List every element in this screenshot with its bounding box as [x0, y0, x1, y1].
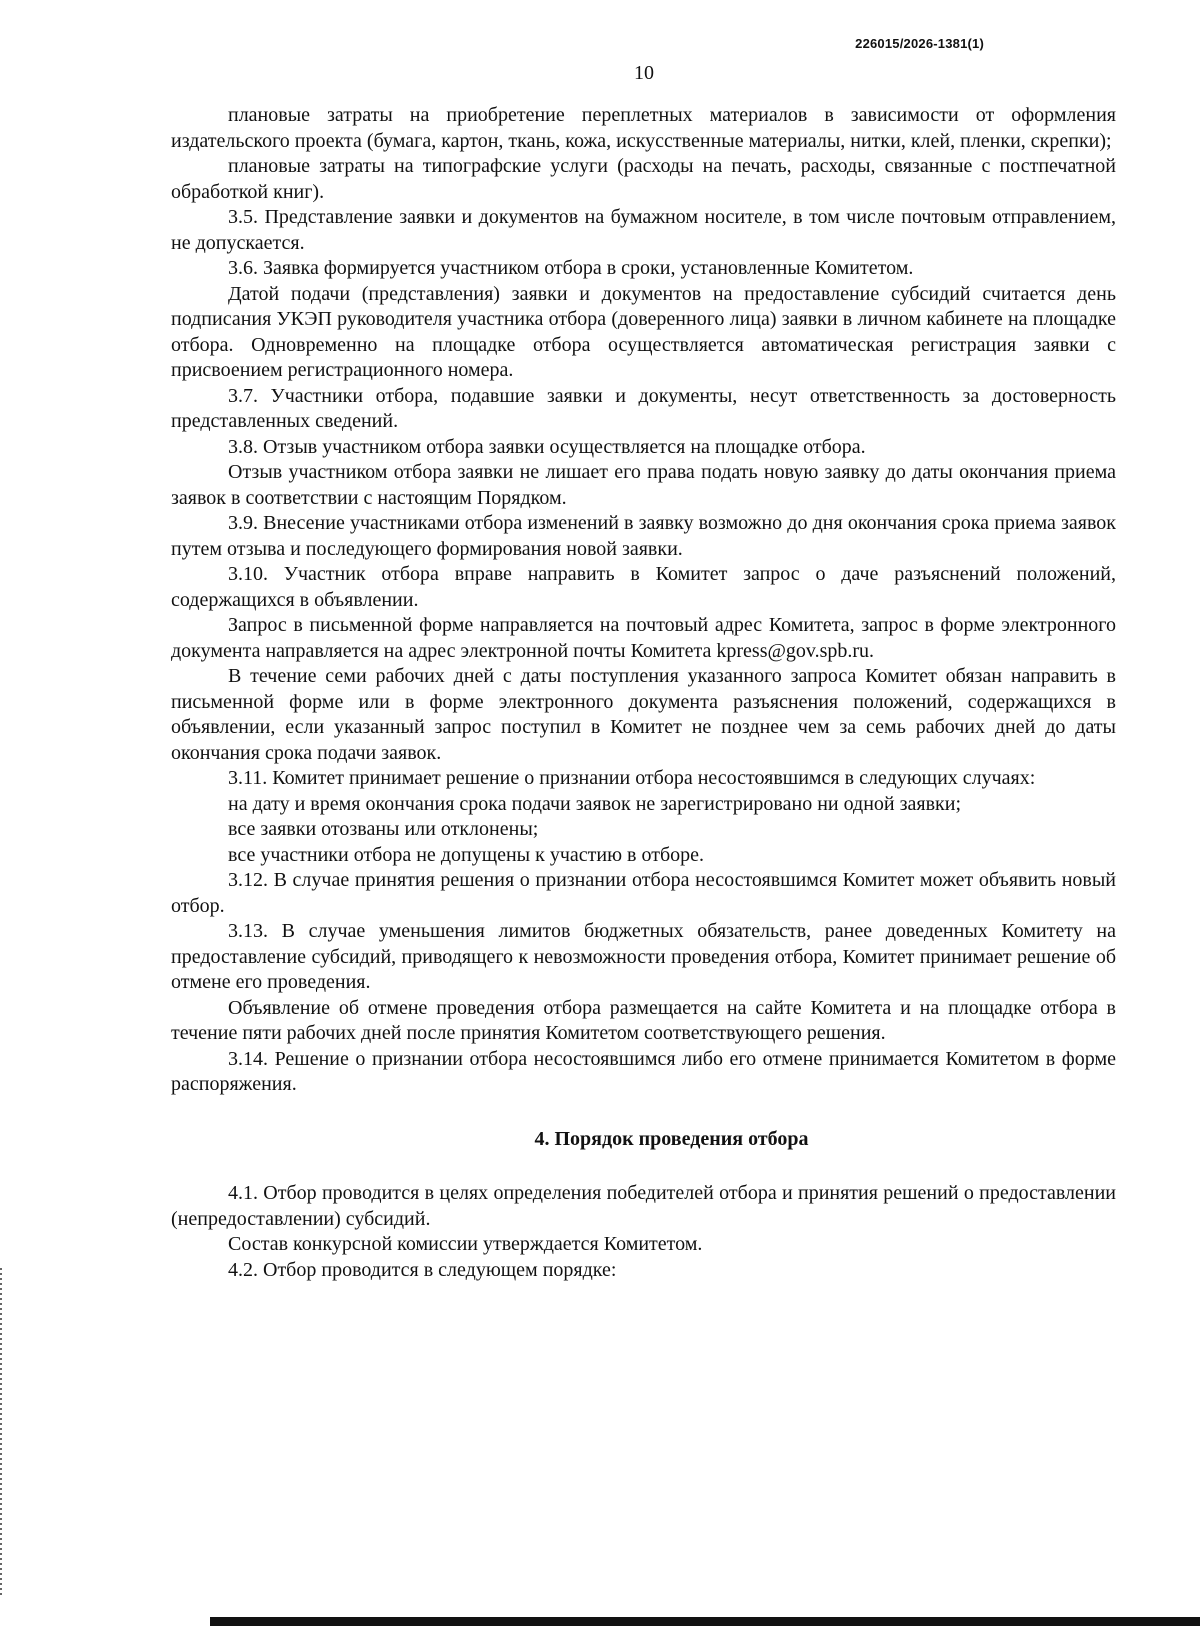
paragraph: 3.10. Участник отбора вправе направить в Комитет запрос о даче разъяснений положений, содержащихся в объявлении.: [171, 563, 1116, 611]
paragraph: Объявление об отмене проведения отбора размещается на сайте Комитета и на площадке отбора в течение пяти рабочих дней после принятия Комитетом соответствующего решения.: [171, 996, 1116, 1044]
scan-edge-mark: [0, 1268, 2, 1598]
list-item: на дату и время окончания срока подачи заявок не зарегистрировано ни одной заявки;: [228, 792, 961, 815]
page-number: 10: [634, 62, 654, 84]
paragraph: В течение семи рабочих дней с даты поступления указанного запроса Комитет обязан направить в письменной форме или в форме электронного документа разъяснения положений, содержащихся в объявлении, если указанный запрос поступил в Комитет не позднее чем за семь рабочих дней до даты окончания срока подачи заявок.: [171, 665, 1116, 764]
paragraph: Датой подачи (представления) заявки и документов на предоставление субсидий считается день подписания УКЭП руководителя участника отбора (доверенного лица) заявки в личном кабинете на площадке отбора. Одновременно на площадке отбора осуществляется автоматическая регистрация заявки с присвоением регистрационного номера.: [171, 282, 1116, 381]
paragraph: 3.7. Участники отбора, подавшие заявки и документы, несут ответственность за достоверность представленных сведений.: [171, 384, 1116, 432]
paragraph: 4.2. Отбор проводится в следующем порядке:: [228, 1258, 617, 1281]
paragraph: 3.14. Решение о признании отбора несостоявшимся либо его отмене принимается Комитетом в форме распоряжения.: [171, 1047, 1116, 1095]
paragraph: плановые затраты на приобретение переплетных материалов в зависимости от оформления издательского проекта (бумага, картон, ткань, кожа, искусственные материалы, нитки, клей, пленки, скрепки);: [171, 104, 1116, 152]
paragraph: 3.12. В случае принятия решения о признании отбора несостоявшимся Комитет может объявить новый отбор.: [171, 869, 1116, 917]
paragraph: 4.1. Отбор проводится в целях определения победителей отбора и принятия решений о предоставлении (непредоставлении) субсидий.: [171, 1182, 1116, 1230]
paragraph: 3.8. Отзыв участником отбора заявки осуществляется на площадке отбора.: [228, 435, 866, 458]
paragraph: 3.11. Комитет принимает решение о признании отбора несостоявшимся в следующих случаях:: [228, 767, 1036, 789]
paragraph: Запрос в письменной форме направляется на почтовый адрес Комитета, запрос в форме электронного документа направляется на адрес электронной почты Комитета kpress@gov.spb.ru.: [171, 614, 1116, 662]
document-body: [171, 103, 1116, 1283]
paragraph: 3.5. Представление заявки и документов на бумажном носителе, в том числе почтовым отправлением, не допускается.: [171, 206, 1116, 254]
paragraph: Отзыв участником отбора заявки не лишает его права подать новую заявку до даты окончания приема заявок в соответствии с настоящим Порядком.: [171, 461, 1116, 509]
paragraph: 3.13. В случае уменьшения лимитов бюджетных обязательств, ранее доведенных Комитету на предоставление субсидий, приводящего к невозможности проведения отбора, Комитет принимает решение об отмене его проведения.: [171, 920, 1116, 993]
scan-bottom-bar: [210, 1617, 1200, 1626]
paragraph: 3.6. Заявка формируется участником отбора в сроки, установленные Комитетом.: [228, 257, 914, 279]
paragraph: плановые затраты на типографские услуги (расходы на печать, расходы, связанные с постпечатной обработкой книг).: [171, 155, 1116, 203]
list-item: все участники отбора не допущены к участию в отборе.: [228, 843, 704, 866]
document-number: 226015/2026-1381(1): [855, 36, 984, 51]
paragraph: 3.9. Внесение участниками отбора изменений в заявку возможно до дня окончания срока приема заявок путем отзыва и последующего формирования новой заявки.: [171, 512, 1116, 560]
section-heading: 4. Порядок проведения отбора: [534, 1127, 809, 1150]
paragraph: Состав конкурсной комиссии утверждается Комитетом.: [228, 1233, 703, 1255]
list-item: все заявки отозваны или отклонены;: [228, 818, 539, 840]
